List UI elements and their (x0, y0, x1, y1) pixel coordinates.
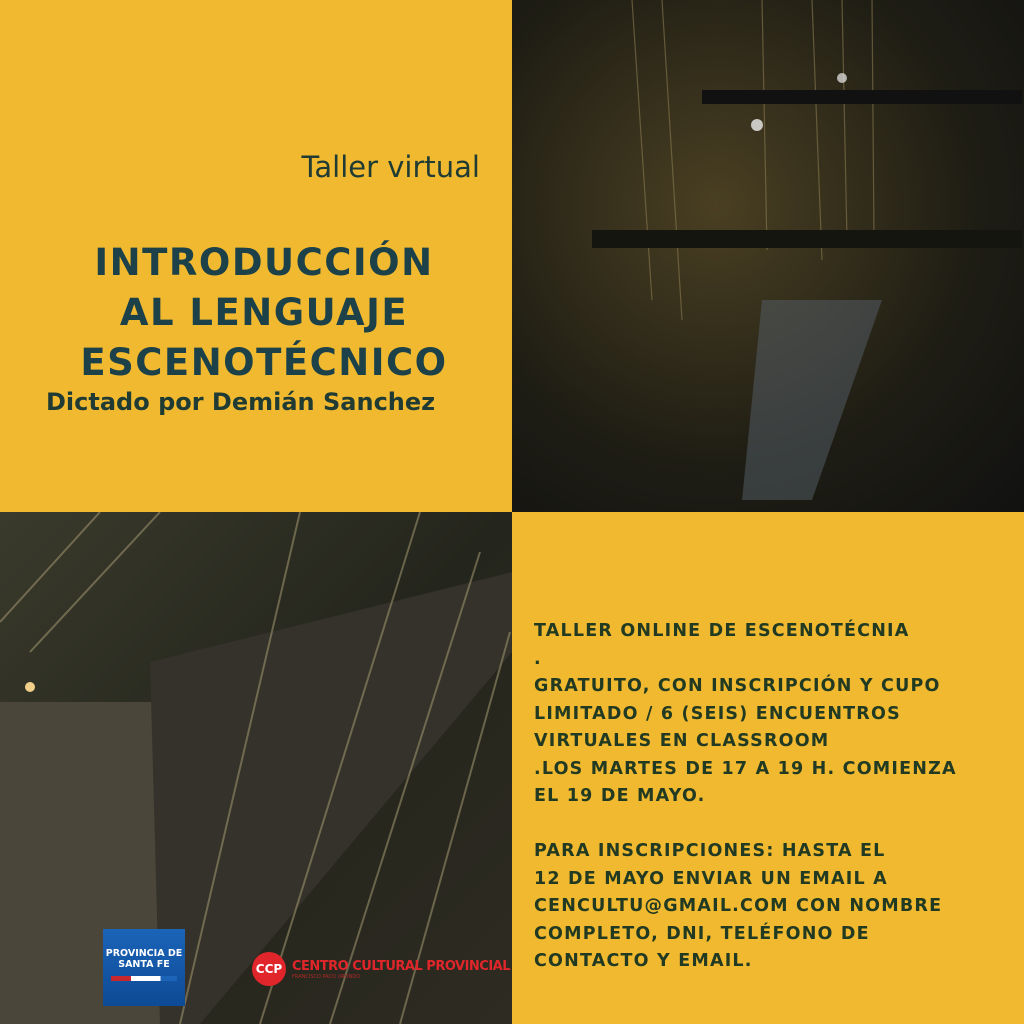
rigging-lines-image (512, 0, 1024, 512)
provincia-santa-fe-logo: PROVINCIA DE SANTA FE (103, 929, 185, 1006)
instructor: Dictado por Demián Sanchez (46, 388, 436, 416)
centro-cultural-provincial-logo: CCP CENTRO CULTURAL PROVINCIAL FRANCISCO PACO URONDO (252, 952, 510, 986)
counterweight-photo (0, 512, 512, 1024)
counterweight-image (0, 512, 512, 1024)
title-line: ESCENOTÉCNICO (80, 341, 448, 384)
workshop-details: TALLER ONLINE DE ESCENOTÉCNIA . GRATUITO, CON INSCRIPCIÓN Y CUPO LIMITADO / 6 (SEIS) ENCUENTROS VIRTUALES EN CLASSROOM .LOS MARTES DE 17 A 19 H. COMIENZA EL 19 DE MAYO. PARA INSCRIPCIONES: HASTA EL 12 DE MAYO ENVIAR UN EMAIL A CENCULTU@GMAIL.COM CON NOMBRE COMPLETO, DNI, TELÉFONO DE CONTACTO Y EMAIL. (534, 621, 957, 971)
info-panel (512, 512, 1024, 1024)
title-line: INTRODUCCIÓN (94, 241, 434, 284)
title-panel (0, 0, 512, 512)
subtitle: Taller virtual (301, 150, 480, 184)
main-title (44, 238, 484, 388)
stage-rigging-photo (512, 0, 1024, 512)
title-line: AL LENGUAJE (119, 291, 409, 334)
